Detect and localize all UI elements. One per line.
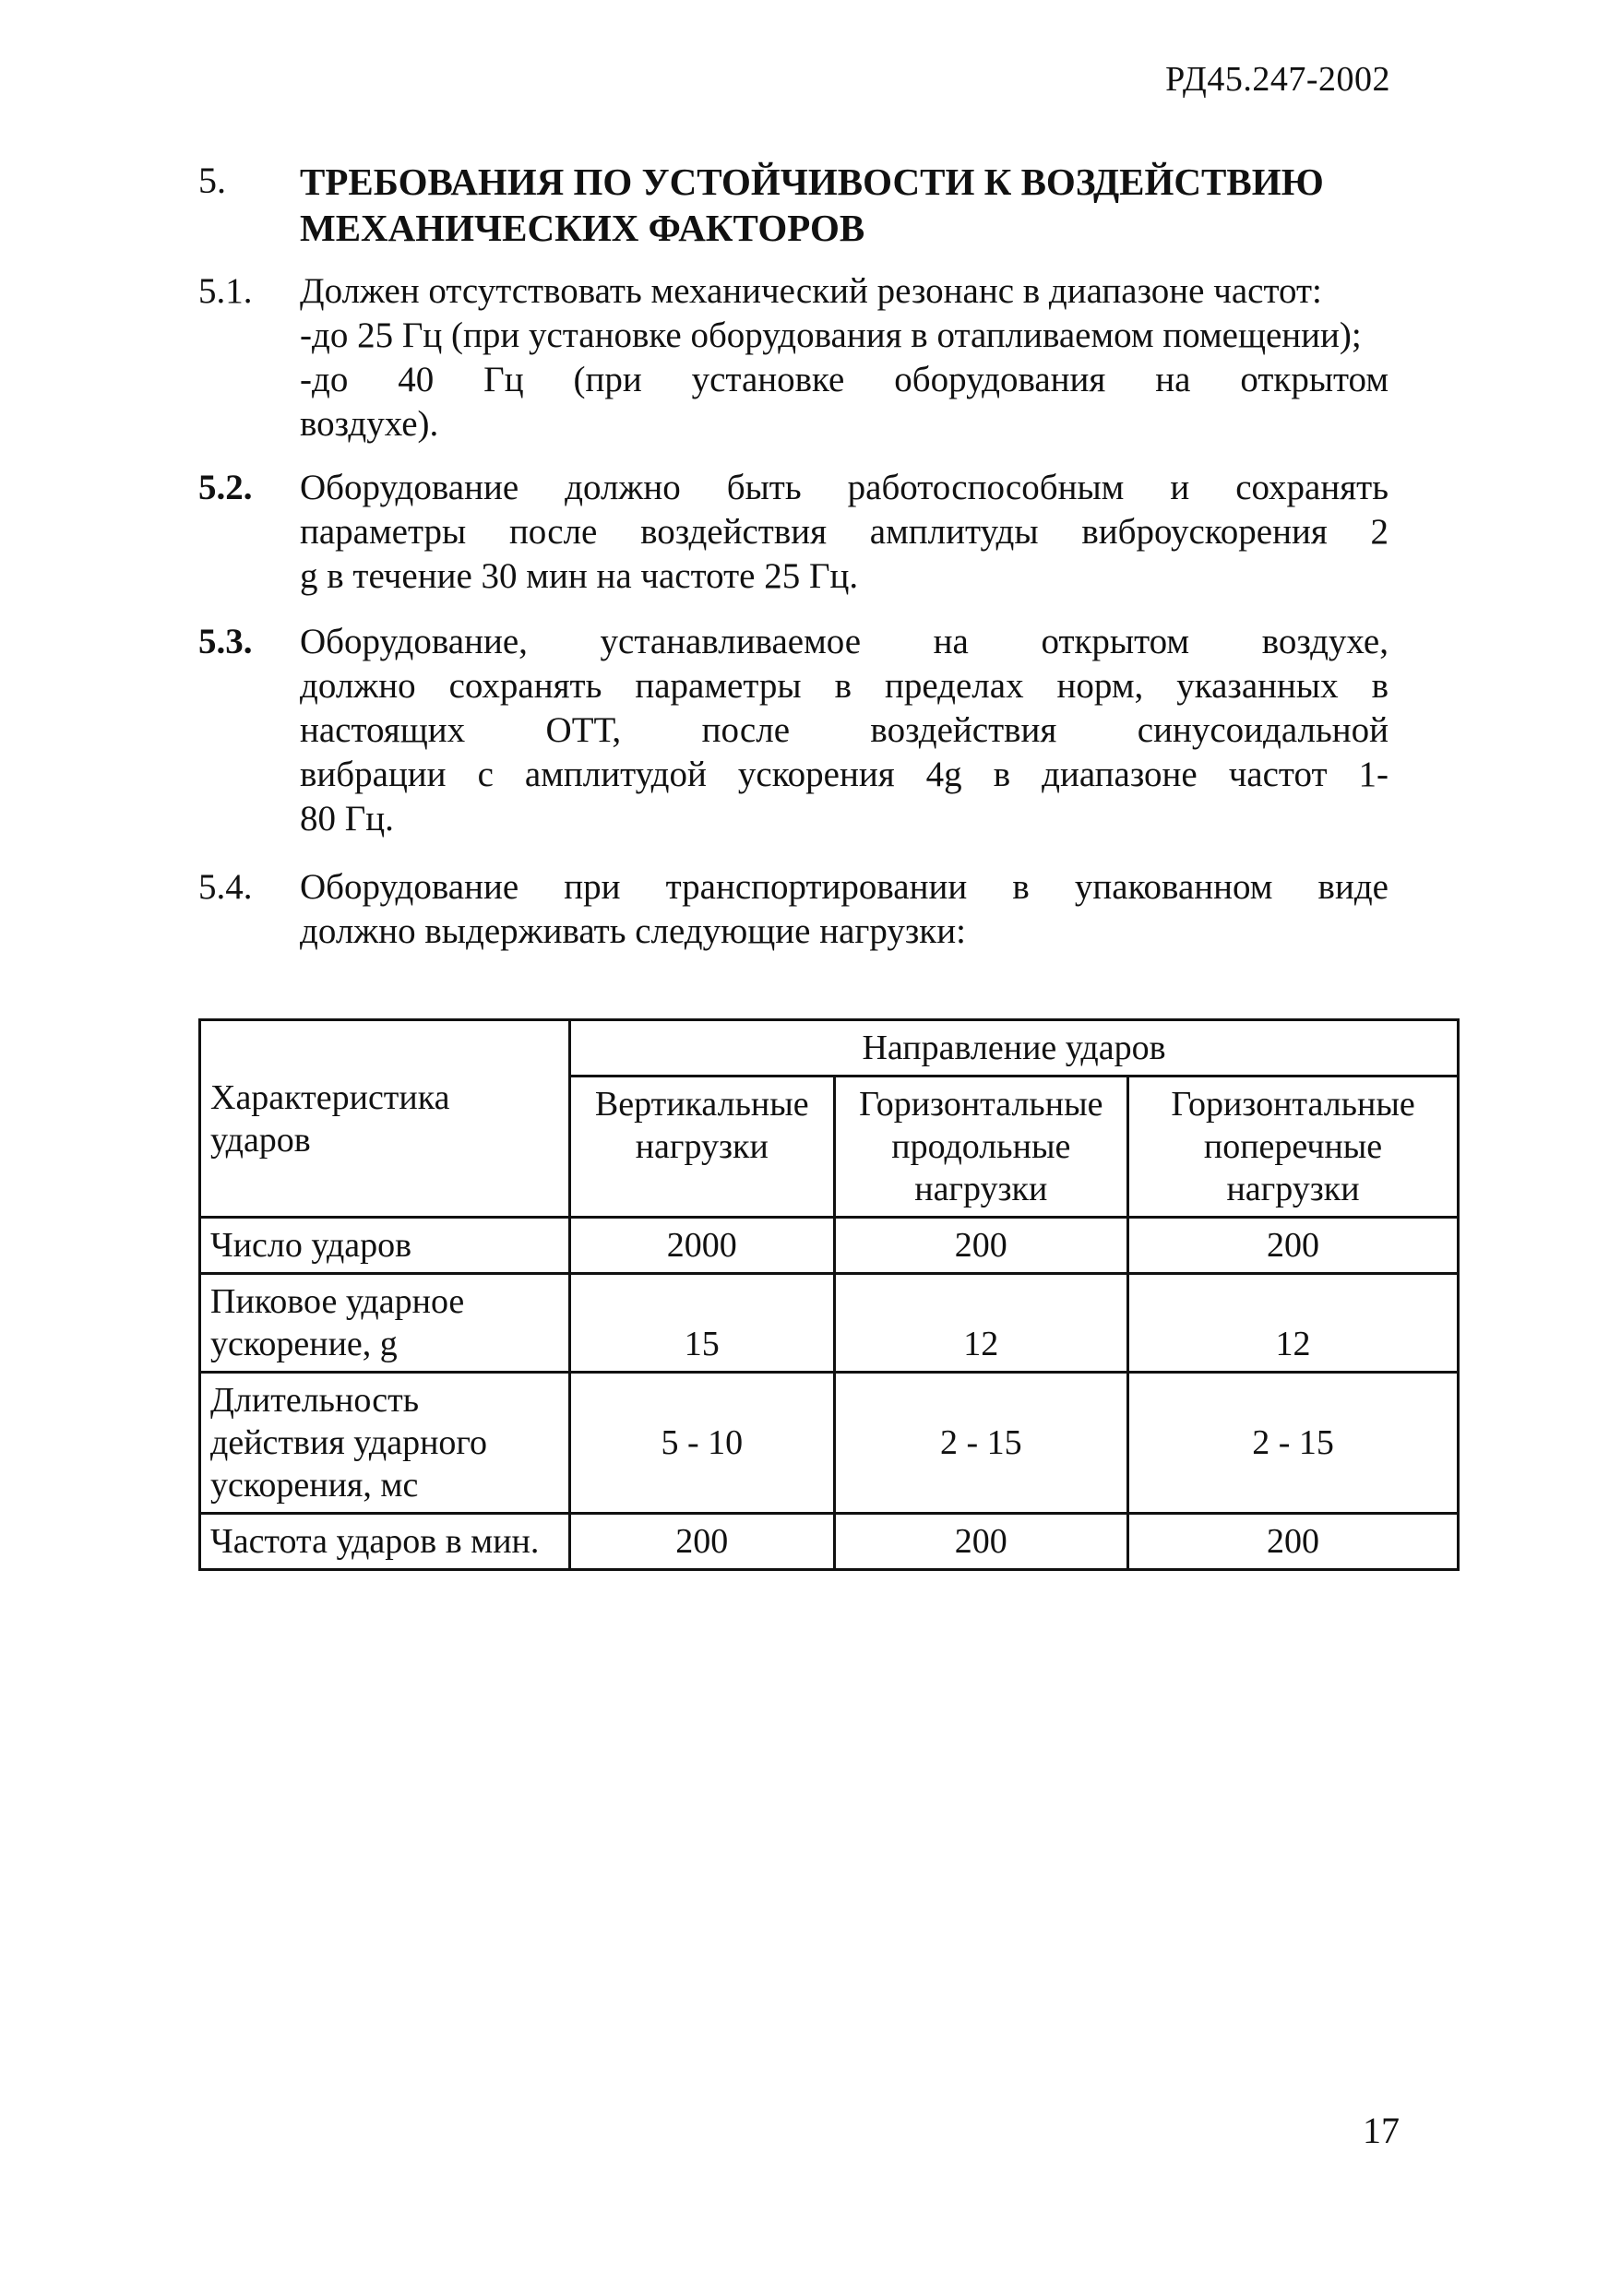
clause-text	[300, 620, 1389, 841]
clause-line: вибрации с амплитудой ускорения 4g в диапазоне частот 1-	[300, 755, 1389, 794]
table-cell: 12	[834, 1274, 1128, 1373]
clause-number: 5.1.	[198, 271, 253, 311]
clause-line: Оборудование должно быть работоспособным и сохранять	[300, 468, 1389, 507]
row-label-line: ускорение, g	[210, 1325, 398, 1363]
section-title	[300, 159, 1453, 251]
header-line: продольные	[891, 1127, 1071, 1166]
section-number: 5.	[198, 160, 226, 201]
page-number: 17	[1363, 2110, 1400, 2151]
clause-line: Оборудование, устанавливаемое на открытом воздухе,	[300, 622, 1389, 661]
table-cell: 2 - 15	[834, 1373, 1128, 1514]
clause-text	[300, 269, 1389, 446]
table-cell: 200	[1128, 1514, 1459, 1570]
clause-line: Оборудование при транспортировании в упакованном виде	[300, 867, 1389, 907]
clause-number: 5.3.	[198, 622, 253, 661]
section-title-line: МЕХАНИЧЕСКИХ ФАКТОРОВ	[300, 207, 865, 249]
row-label	[200, 1373, 570, 1514]
column-header-vertical	[570, 1077, 834, 1218]
row-label-line: Длительность	[210, 1381, 420, 1420]
impact-load-table	[198, 1018, 1460, 1571]
header-line: ударов	[210, 1120, 311, 1160]
clause-number: 5.2.	[198, 468, 253, 507]
header-line: Горизонтальные	[1171, 1085, 1415, 1124]
header-line: нагрузки	[1226, 1170, 1360, 1208]
row-label: Число ударов	[200, 1218, 570, 1274]
table-header-row	[200, 1020, 1459, 1077]
row-label-line: действия ударного	[210, 1423, 488, 1462]
clause-number: 5.4.	[198, 867, 253, 907]
row-label: Частота ударов в мин.	[200, 1514, 570, 1570]
clause-line: должно сохранять параметры в пределах норм, указанных в	[300, 666, 1389, 706]
document-code: РД45.247-2002	[1165, 60, 1390, 99]
header-characteristic	[200, 1020, 570, 1218]
header-line: поперечные	[1203, 1127, 1383, 1166]
clause-line: параметры после воздействия амплитуды виброускорения 2	[300, 512, 1389, 552]
header-direction: Направление ударов	[570, 1020, 1459, 1077]
row-label	[200, 1274, 570, 1373]
table-cell: 200	[570, 1514, 834, 1570]
table-cell: 200	[834, 1218, 1128, 1274]
section-title-line: ТРЕБОВАНИЯ ПО УСТОЙЧИВОСТИ К ВОЗДЕЙСТВИЮ	[300, 161, 1324, 203]
table-cell: 200	[834, 1514, 1128, 1570]
table-row	[200, 1218, 1459, 1274]
clause-line: g в течение 30 мин на частоте 25 Гц.	[300, 556, 859, 596]
table-cell: 15	[570, 1274, 834, 1373]
table-row	[200, 1373, 1459, 1514]
clause-text	[300, 466, 1389, 599]
table-cell: 2 - 15	[1128, 1373, 1459, 1514]
row-label-line: Пиковое ударное	[210, 1282, 465, 1321]
clause-line: -до 25 Гц (при установке оборудования в отапливаемом помещении);	[300, 315, 1362, 355]
row-label-line: ускорения, мс	[210, 1466, 419, 1505]
header-line: нагрузки	[635, 1127, 769, 1166]
column-header-horizontal-longitudinal	[834, 1077, 1128, 1218]
header-line: Вертикальные	[594, 1085, 809, 1124]
clause-line: -до 40 Гц (при установке оборудования на открытом	[300, 360, 1389, 399]
clause-line: Должен отсутствовать механический резонанс в диапазоне частот:	[300, 271, 1322, 311]
clause-line: настоящих ОТТ, после воздействия синусоидальной	[300, 710, 1389, 750]
header-line: Горизонтальные	[859, 1085, 1103, 1124]
table-cell: 200	[1128, 1218, 1459, 1274]
table-cell: 2000	[570, 1218, 834, 1274]
clause-line: воздухе).	[300, 404, 439, 444]
header-line: Характеристика	[210, 1077, 450, 1117]
clause-text	[300, 865, 1389, 954]
table-cell: 12	[1128, 1274, 1459, 1373]
header-line: нагрузки	[914, 1170, 1048, 1208]
table-cell: 5 - 10	[570, 1373, 834, 1514]
column-header-horizontal-transverse	[1128, 1077, 1459, 1218]
clause-line: должно выдерживать следующие нагрузки:	[300, 911, 966, 951]
table-row	[200, 1514, 1459, 1570]
table-row	[200, 1274, 1459, 1373]
clause-line: 80 Гц.	[300, 799, 394, 839]
